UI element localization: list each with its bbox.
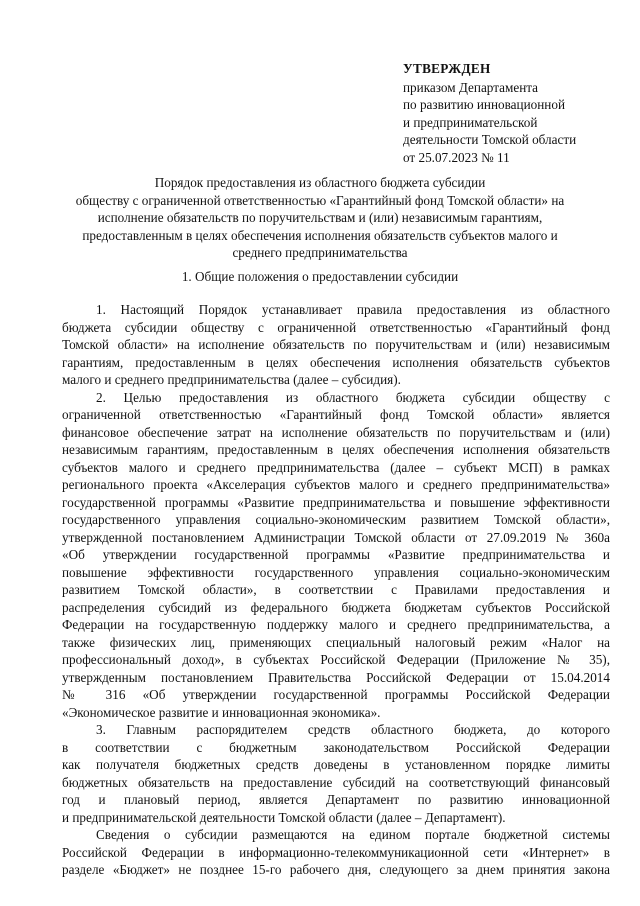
title-line: обществу с ограниченной ответственностью «Гарантийный фонд Томской области» на xyxy=(75,192,565,208)
body-line: Российской Федерации в информационно-телекоммуникационной сети «Интернет» в xyxy=(62,844,610,860)
approval-line: и предпринимательской xyxy=(403,114,538,130)
body-line: «Экономическое развитие и инновационная экономика». xyxy=(62,704,381,720)
body-line: малого и среднего предпринимательства (далее – субсидия). xyxy=(62,372,401,387)
body-line: повышение эффективности государственного управления социально-экономическим xyxy=(62,564,610,580)
body-line: бюджетных обязательств на предоставление субсидий на соответствующий финансовый xyxy=(62,774,610,790)
body-line: финансовое обеспечение затрат на исполнение обязательств по поручительствам и (или) xyxy=(62,424,610,440)
body-line: Федерации на государственную поддержку малого и среднего предпринимательства, а xyxy=(62,617,610,632)
body-line: ограниченной ответственностью «Гарантийный фонд Томской области» является xyxy=(62,407,610,422)
body-line: профессиональный доход», в субъектах Российской Федерации (Приложение № 35), xyxy=(62,652,610,667)
body-line: Томской области» на исполнение обязательств по поручительствам и (или) независимым xyxy=(62,337,610,352)
body-line: в соответствии с бюджетным законодательством Российской Федерации xyxy=(62,739,610,755)
body-line: независимым гарантиям, предоставленным в целях обеспечения исполнения обязательств xyxy=(62,442,610,457)
approval-line: от 25.07.2023 № 11 xyxy=(403,149,510,165)
body-line: утвержденной постановлением Администрации Томской области от 27.09.2019 № 360а xyxy=(62,529,610,545)
body-line: государственной программы «Развитие предпринимательства и повышение эффективности xyxy=(62,494,610,510)
body-line: развитием Томской области», в соответствии с Правилами предоставления и xyxy=(62,582,610,597)
body-line: также физических лиц, применяющих специальный налоговый режим «Налог на xyxy=(62,634,610,650)
body-line: регионального проекта «Акселерация субъектов малого и среднего предпринимательства» xyxy=(62,477,610,492)
body-line: «Об утверждении государственной программы «Развитие предпринимательства и xyxy=(62,547,610,562)
approval-line: по развитию инновационной xyxy=(403,97,566,112)
body-line: бюджета субсидии обществу с ограниченной ответственностью «Гарантийный фонд xyxy=(62,319,610,335)
approval-line: деятельности Томской области xyxy=(403,132,577,147)
section-heading: 1. Общие положения о предоставлении субсидии xyxy=(181,269,459,284)
approval-heading: УТВЕРЖДЕН xyxy=(403,61,491,76)
body-line: как получателя бюджетных средств доведены в установленном порядке лимиты xyxy=(62,757,610,772)
body-line: субъектов малого и среднего предпринимательства (далее – субъект МСП) в рамках xyxy=(62,459,610,475)
body-line: № 316 «Об утверждении государственной программы Российской Федерации xyxy=(62,687,610,702)
body-line: разделе «Бюджет» не позднее 15-го рабочего дня, следующего за днем принятия закона xyxy=(62,862,610,877)
body-line: 3. Главным распорядителем средств областного бюджета, до которого xyxy=(96,722,610,737)
body-line: год и плановый период, является Департамент по развитию инновационной xyxy=(62,792,610,807)
title-line: среднего предпринимательства xyxy=(232,245,408,261)
body-line: гарантиям, предоставленным в целях обеспечения исполнения обязательств субъектов xyxy=(62,354,610,370)
title-line: исполнение обязательств по поручительствам и (или) независимым гарантиям, xyxy=(97,210,543,226)
body-line: распределения субсидий из федерального бюджета бюджетам субъектов Российской xyxy=(62,599,610,615)
body-line: утвержденным постановлением Правительства Российской Федерации от 15.04.2014 xyxy=(62,669,610,685)
body-line: Сведения о субсидии размещаются на едином портале бюджетной системы xyxy=(96,827,610,842)
body-line: государственного управления социально-экономическим развитием Томской области», xyxy=(62,512,610,527)
body-text xyxy=(62,301,610,879)
body-line: и предпринимательской деятельности Томской области (далее – Департамент). xyxy=(62,809,506,825)
approval-block xyxy=(403,60,576,166)
approval-line: приказом Департамента xyxy=(403,79,539,95)
title-line: Порядок предоставления из областного бюджета субсидии xyxy=(154,175,486,190)
title-line: предоставленным в целях обеспечения исполнения обязательств субъектов малого и xyxy=(82,227,558,243)
document-title xyxy=(40,174,600,262)
body-line: 2. Целью предоставления из областного бюджета субсидии обществу с xyxy=(96,389,610,405)
body-line: 1. Настоящий Порядок устанавливает правила предоставления из областного xyxy=(96,302,610,317)
